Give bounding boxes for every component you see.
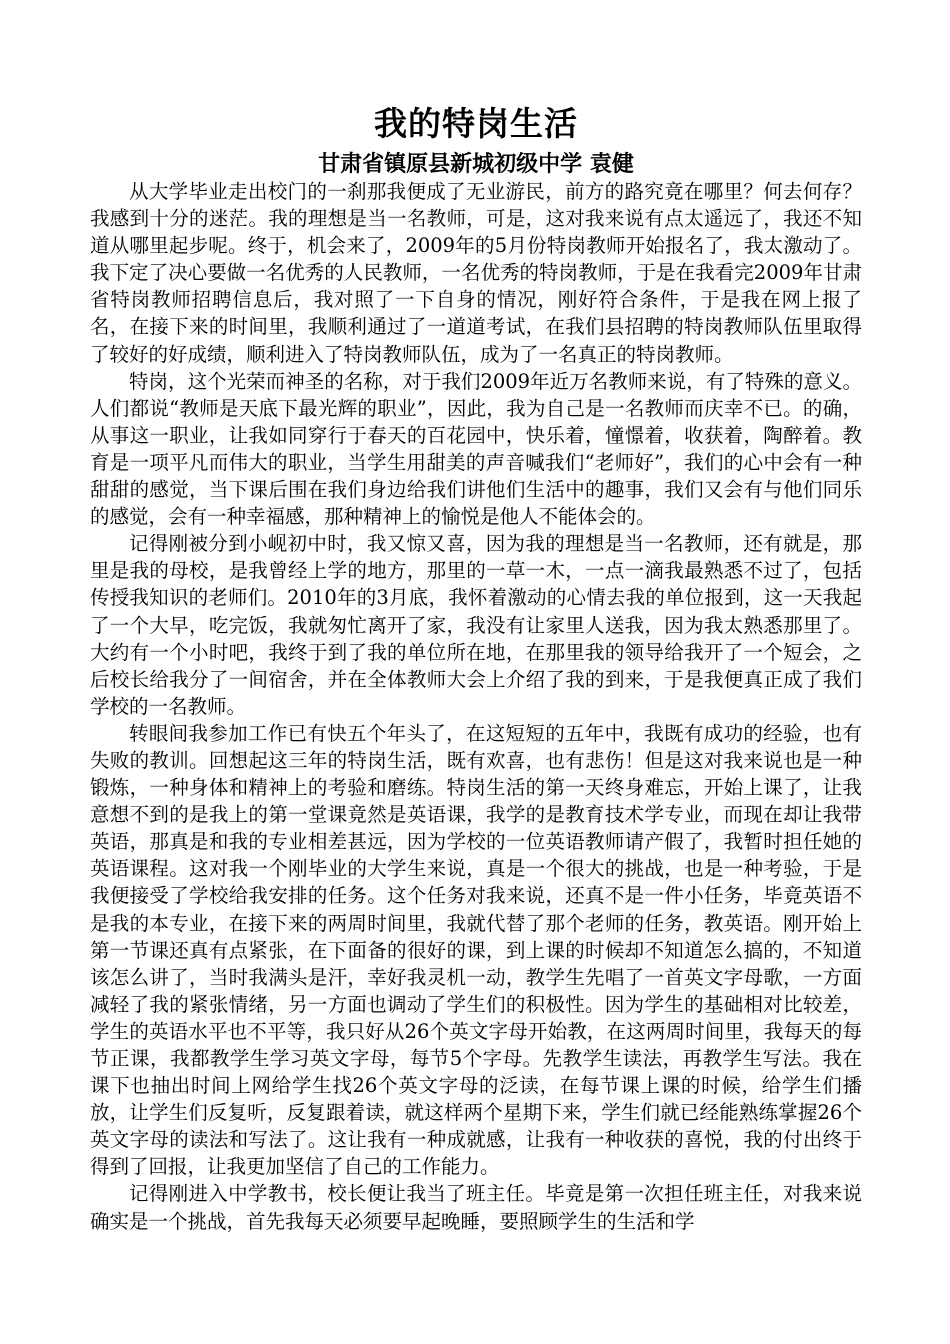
author-line: 甘肃省镇原县新城初级中学 袁健: [318, 151, 634, 177]
paragraph-4: 转眼间我参加工作已有快五个年头了，在这短短的五年中，我既有成功的经验，也有失败的教训。回想起这三年的特岗生活，既有欢喜，也有悲伤！但是这对我来说也是一种锻炼，一种身体和精神上的考验和磨练。特岗生活的第一天终身难忘，开始上课了，让我意想不到的是我上的第一堂课竟然是英语课，我学的是教育技术学专业，而现在却让我带英语，那真是和我的专业相差甚远，因为学校的一位英语教师请产假了，我暂时担任她的英语课程。这对我一个刚毕业的大学生来说，真是一个很大的挑战，也是一种考验，于是我便接受了学校给我安排的任务。这个任务对我来说，还真不是一件小任务，毕竟英语不是我的本专业，在接下来的两周时间里，我就代替了那个老师的任务，教英语。刚开始上第一节课还真有点紧张，在下面备的很好的课，到上课的时候却不知道怎么搞的，不知道该怎么讲了，当时我满头是汗，幸好我灵机一动，教学生先唱了一首英文字母歌，一方面减轻了我的紧张情绪，另一方面也调动了学生们的积极性。因为学生的基础相对比较差，学生的英语水平也不平等，我只好从26个英文字母开始教，在这两周时间里，我每天的每节正课，我都教学生学习英文字母，每节5个字母。先教学生读法，再教学生写法。我在课下也抽出时间上网给学生找26个英文字母的泛读，在每节课上课的时候，给学生们播放，让学生们反复听，反复跟着读，就这样两个星期下来，学生们就已经能熟练掌握26个英文字母的读法和写法了。这让我有一种成就感，让我有一种收获的喜悦，我的付出终于得到了回报，让我更加坚信了自己的工作能力。: [90, 721, 862, 1179]
paragraph-1: 从大学毕业走出校门的一刹那我便成了无业游民，前方的路究竟在哪里？何去何存？我感到十分的迷茫。我的理想是当一名教师，可是，这对我来说有点太遥远了，我还不知道从哪里起步呢。终于，机会来了，2009年的5月份特岗教师开始报名了，我太激动了。我下定了决心要做一名优秀的人民教师，一名优秀的特岗教师，于是在我看完2009年甘肃省特岗教师招聘信息后，我对照了一下自身的情况，刚好符合条件，于是我在网上报了名，在接下来的时间里，我顺利通过了一道道考试，在我们县招聘的特岗教师队伍里取得了较好的好成绩，顺利进入了特岗教师队伍，成为了一名真正的特岗教师。: [90, 180, 862, 366]
document-title: 我的特岗生活: [374, 104, 578, 143]
paragraph-2: 特岗，这个光荣而神圣的名称，对于我们2009年近万名教师来说，有了特殊的意义。人们都说“教师是天底下最光辉的职业”，因此，我为自己是一名教师而庆幸不已。的确，从事这一职业，让我如同穿行于春天的百花园中，快乐着，憧憬着，收获着，陶醉着。教育是一项平凡而伟大的职业，当学生用甜美的声音喊我们“老师好”，我们的心中会有一种甜甜的感觉，当下课后围在我们身边给我们讲他们生活中的趣事，我们又会有与他们同乐的感觉，会有一种幸福感，那种精神上的愉悦是他人不能体会的。: [90, 369, 862, 529]
paragraph-5: 记得刚进入中学教书，校长便让我当了班主任。毕竟是第一次担任班主任，对我来说确实是一个挑战，首先我每天必须要早起晚睡，要照顾学生的生活和学: [90, 1182, 862, 1233]
paragraph-3: 记得刚被分到小岘初中时，我又惊又喜，因为我的理想是当一名教师，还有就是，那里是我的母校，是我曾经上学的地方，那里的一草一木，一点一滴我最熟悉不过了，包括传授我知识的老师们。2010年的3月底，我怀着激动的心情去我的单位报到，这一天我起了一个大早，吃完饭，我就匆忙离开了家，我没有让家里人送我，因为我太熟悉那里了。大约有一个小时吧，我终于到了我的单位所在地，在那里我的领导给我开了一个短会，之后校长给我分了一间宿舍，并在全体教师大会上介绍了我的到来，于是我便真正成了我们学校的一名教师。: [90, 532, 862, 718]
document-page: [90, 98, 862, 1235]
